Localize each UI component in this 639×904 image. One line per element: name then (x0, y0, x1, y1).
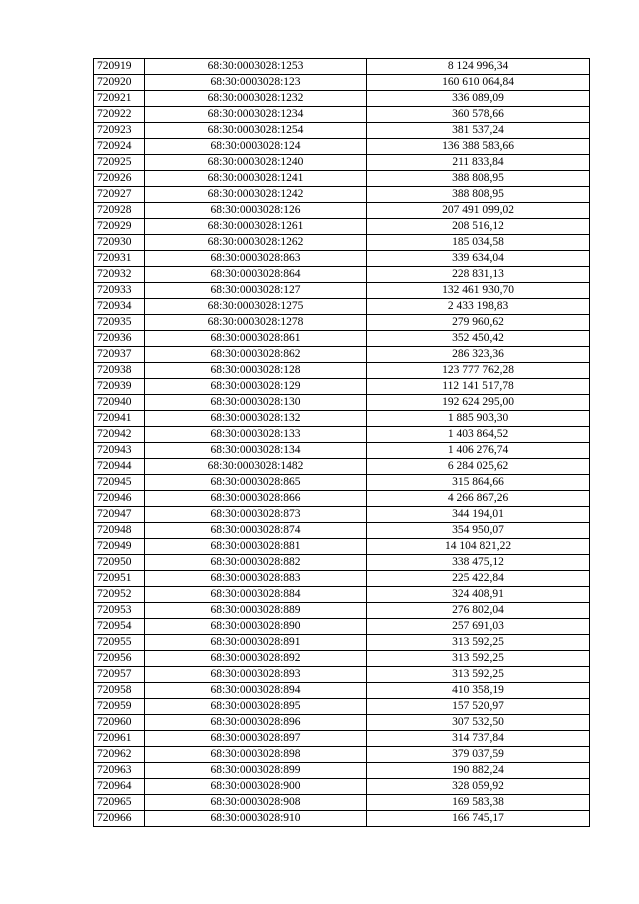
table-row (94, 155, 590, 171)
row-number-cell: 720939 (94, 379, 145, 395)
cadastral-number-cell: 68:30:0003028:132 (145, 411, 367, 427)
cadastral-number-cell: 68:30:0003028:1241 (145, 171, 367, 187)
table-row (94, 507, 590, 523)
table-row (94, 715, 590, 731)
table-row (94, 587, 590, 603)
value-cell: 160 610 064,84 (367, 75, 590, 91)
table-row (94, 315, 590, 331)
cadastral-number-cell: 68:30:0003028:896 (145, 715, 367, 731)
cadastral-number-cell: 68:30:0003028:126 (145, 203, 367, 219)
table-row (94, 299, 590, 315)
value-cell: 313 592,25 (367, 651, 590, 667)
table-row (94, 411, 590, 427)
row-number-cell: 720929 (94, 219, 145, 235)
row-number-cell: 720961 (94, 731, 145, 747)
row-number-cell: 720933 (94, 283, 145, 299)
value-cell: 169 583,38 (367, 795, 590, 811)
value-cell: 211 833,84 (367, 155, 590, 171)
value-cell: 328 059,92 (367, 779, 590, 795)
cadastral-number-cell: 68:30:0003028:1482 (145, 459, 367, 475)
value-cell: 339 634,04 (367, 251, 590, 267)
row-number-cell: 720935 (94, 315, 145, 331)
cadastral-number-cell: 68:30:0003028:1278 (145, 315, 367, 331)
value-cell: 4 266 867,26 (367, 491, 590, 507)
cadastral-number-cell: 68:30:0003028:866 (145, 491, 367, 507)
row-number-cell: 720924 (94, 139, 145, 155)
value-cell: 338 475,12 (367, 555, 590, 571)
value-cell: 388 808,95 (367, 171, 590, 187)
table-row (94, 763, 590, 779)
row-number-cell: 720936 (94, 331, 145, 347)
row-number-cell: 720923 (94, 123, 145, 139)
value-cell: 112 141 517,78 (367, 379, 590, 395)
table-row (94, 795, 590, 811)
table-row (94, 683, 590, 699)
row-number-cell: 720921 (94, 91, 145, 107)
value-cell: 315 864,66 (367, 475, 590, 491)
row-number-cell: 720966 (94, 811, 145, 827)
table-row (94, 427, 590, 443)
value-cell: 208 516,12 (367, 219, 590, 235)
value-cell: 286 323,36 (367, 347, 590, 363)
row-number-cell: 720944 (94, 459, 145, 475)
row-number-cell: 720920 (94, 75, 145, 91)
table-row (94, 59, 590, 75)
value-cell: 207 491 099,02 (367, 203, 590, 219)
cadastral-number-cell: 68:30:0003028:134 (145, 443, 367, 459)
cadastral-number-cell: 68:30:0003028:889 (145, 603, 367, 619)
cadastral-number-cell: 68:30:0003028:882 (145, 555, 367, 571)
table-row (94, 651, 590, 667)
table-row (94, 187, 590, 203)
value-cell: 279 960,62 (367, 315, 590, 331)
table-row (94, 219, 590, 235)
row-number-cell: 720946 (94, 491, 145, 507)
table-row (94, 235, 590, 251)
row-number-cell: 720928 (94, 203, 145, 219)
value-cell: 324 408,91 (367, 587, 590, 603)
cadastral-number-cell: 68:30:0003028:865 (145, 475, 367, 491)
row-number-cell: 720954 (94, 619, 145, 635)
row-number-cell: 720958 (94, 683, 145, 699)
cadastral-value-table (93, 58, 590, 827)
cadastral-number-cell: 68:30:0003028:908 (145, 795, 367, 811)
value-cell: 344 194,01 (367, 507, 590, 523)
value-cell: 314 737,84 (367, 731, 590, 747)
cadastral-number-cell: 68:30:0003028:861 (145, 331, 367, 347)
row-number-cell: 720951 (94, 571, 145, 587)
value-cell: 1 885 903,30 (367, 411, 590, 427)
table-row (94, 139, 590, 155)
row-number-cell: 720956 (94, 651, 145, 667)
cadastral-number-cell: 68:30:0003028:127 (145, 283, 367, 299)
cadastral-number-cell: 68:30:0003028:899 (145, 763, 367, 779)
row-number-cell: 720964 (94, 779, 145, 795)
row-number-cell: 720938 (94, 363, 145, 379)
row-number-cell: 720941 (94, 411, 145, 427)
value-cell: 313 592,25 (367, 667, 590, 683)
table-row (94, 555, 590, 571)
row-number-cell: 720940 (94, 395, 145, 411)
row-number-cell: 720934 (94, 299, 145, 315)
cadastral-number-cell: 68:30:0003028:862 (145, 347, 367, 363)
table-row (94, 75, 590, 91)
value-cell: 1 406 276,74 (367, 443, 590, 459)
row-number-cell: 720953 (94, 603, 145, 619)
value-cell: 360 578,66 (367, 107, 590, 123)
cadastral-number-cell: 68:30:0003028:874 (145, 523, 367, 539)
table-row (94, 267, 590, 283)
cadastral-number-cell: 68:30:0003028:892 (145, 651, 367, 667)
table-row (94, 811, 590, 827)
value-cell: 354 950,07 (367, 523, 590, 539)
cadastral-number-cell: 68:30:0003028:1253 (145, 59, 367, 75)
cadastral-number-cell: 68:30:0003028:1242 (145, 187, 367, 203)
value-cell: 379 037,59 (367, 747, 590, 763)
table-row (94, 539, 590, 555)
table-row (94, 283, 590, 299)
table-row (94, 379, 590, 395)
cadastral-number-cell: 68:30:0003028:897 (145, 731, 367, 747)
table-row (94, 251, 590, 267)
cadastral-number-cell: 68:30:0003028:900 (145, 779, 367, 795)
row-number-cell: 720965 (94, 795, 145, 811)
value-cell: 410 358,19 (367, 683, 590, 699)
cadastral-number-cell: 68:30:0003028:881 (145, 539, 367, 555)
row-number-cell: 720925 (94, 155, 145, 171)
value-cell: 336 089,09 (367, 91, 590, 107)
row-number-cell: 720931 (94, 251, 145, 267)
value-cell: 136 388 583,66 (367, 139, 590, 155)
value-cell: 190 882,24 (367, 763, 590, 779)
table-row (94, 347, 590, 363)
table-row (94, 91, 590, 107)
row-number-cell: 720948 (94, 523, 145, 539)
value-cell: 225 422,84 (367, 571, 590, 587)
table-row (94, 331, 590, 347)
table-row (94, 475, 590, 491)
table-row (94, 635, 590, 651)
cadastral-number-cell: 68:30:0003028:894 (145, 683, 367, 699)
cadastral-number-cell: 68:30:0003028:891 (145, 635, 367, 651)
cadastral-number-cell: 68:30:0003028:124 (145, 139, 367, 155)
row-number-cell: 720942 (94, 427, 145, 443)
table-row (94, 395, 590, 411)
cadastral-number-cell: 68:30:0003028:864 (145, 267, 367, 283)
cadastral-number-cell: 68:30:0003028:129 (145, 379, 367, 395)
value-cell: 1 403 864,52 (367, 427, 590, 443)
row-number-cell: 720937 (94, 347, 145, 363)
value-cell: 166 745,17 (367, 811, 590, 827)
cadastral-number-cell: 68:30:0003028:1261 (145, 219, 367, 235)
row-number-cell: 720962 (94, 747, 145, 763)
cadastral-number-cell: 68:30:0003028:1234 (145, 107, 367, 123)
value-cell: 388 808,95 (367, 187, 590, 203)
cadastral-number-cell: 68:30:0003028:1262 (145, 235, 367, 251)
value-cell: 228 831,13 (367, 267, 590, 283)
value-cell: 192 624 295,00 (367, 395, 590, 411)
cadastral-number-cell: 68:30:0003028:1232 (145, 91, 367, 107)
table-row (94, 107, 590, 123)
row-number-cell: 720949 (94, 539, 145, 555)
row-number-cell: 720919 (94, 59, 145, 75)
table-row (94, 619, 590, 635)
value-cell: 157 520,97 (367, 699, 590, 715)
cadastral-number-cell: 68:30:0003028:1240 (145, 155, 367, 171)
value-cell: 185 034,58 (367, 235, 590, 251)
table-row (94, 459, 590, 475)
table-row (94, 123, 590, 139)
row-number-cell: 720943 (94, 443, 145, 459)
value-cell: 132 461 930,70 (367, 283, 590, 299)
value-cell: 352 450,42 (367, 331, 590, 347)
table-row (94, 603, 590, 619)
row-number-cell: 720932 (94, 267, 145, 283)
cadastral-number-cell: 68:30:0003028:890 (145, 619, 367, 635)
row-number-cell: 720930 (94, 235, 145, 251)
table-body (94, 59, 590, 827)
cadastral-number-cell: 68:30:0003028:130 (145, 395, 367, 411)
cadastral-number-cell: 68:30:0003028:884 (145, 587, 367, 603)
cadastral-number-cell: 68:30:0003028:1275 (145, 299, 367, 315)
table-row (94, 667, 590, 683)
value-cell: 6 284 025,62 (367, 459, 590, 475)
table-row (94, 571, 590, 587)
value-cell: 276 802,04 (367, 603, 590, 619)
row-number-cell: 720926 (94, 171, 145, 187)
cadastral-number-cell: 68:30:0003028:898 (145, 747, 367, 763)
table-row (94, 779, 590, 795)
row-number-cell: 720963 (94, 763, 145, 779)
value-cell: 307 532,50 (367, 715, 590, 731)
value-cell: 14 104 821,22 (367, 539, 590, 555)
cadastral-number-cell: 68:30:0003028:893 (145, 667, 367, 683)
row-number-cell: 720960 (94, 715, 145, 731)
cadastral-number-cell: 68:30:0003028:895 (145, 699, 367, 715)
row-number-cell: 720947 (94, 507, 145, 523)
row-number-cell: 720945 (94, 475, 145, 491)
value-cell: 8 124 996,34 (367, 59, 590, 75)
table-row (94, 443, 590, 459)
cadastral-number-cell: 68:30:0003028:910 (145, 811, 367, 827)
row-number-cell: 720950 (94, 555, 145, 571)
row-number-cell: 720959 (94, 699, 145, 715)
table-row (94, 731, 590, 747)
value-cell: 123 777 762,28 (367, 363, 590, 379)
table-row (94, 523, 590, 539)
cadastral-number-cell: 68:30:0003028:133 (145, 427, 367, 443)
cadastral-number-cell: 68:30:0003028:1254 (145, 123, 367, 139)
table-row (94, 171, 590, 187)
value-cell: 257 691,03 (367, 619, 590, 635)
cadastral-number-cell: 68:30:0003028:123 (145, 75, 367, 91)
value-cell: 313 592,25 (367, 635, 590, 651)
row-number-cell: 720922 (94, 107, 145, 123)
cadastral-number-cell: 68:30:0003028:128 (145, 363, 367, 379)
table-row (94, 699, 590, 715)
cadastral-number-cell: 68:30:0003028:873 (145, 507, 367, 523)
value-cell: 381 537,24 (367, 123, 590, 139)
table-row (94, 491, 590, 507)
table-row (94, 363, 590, 379)
table-row (94, 747, 590, 763)
cadastral-number-cell: 68:30:0003028:883 (145, 571, 367, 587)
cadastral-number-cell: 68:30:0003028:863 (145, 251, 367, 267)
row-number-cell: 720955 (94, 635, 145, 651)
table-row (94, 203, 590, 219)
row-number-cell: 720952 (94, 587, 145, 603)
value-cell: 2 433 198,83 (367, 299, 590, 315)
row-number-cell: 720957 (94, 667, 145, 683)
row-number-cell: 720927 (94, 187, 145, 203)
